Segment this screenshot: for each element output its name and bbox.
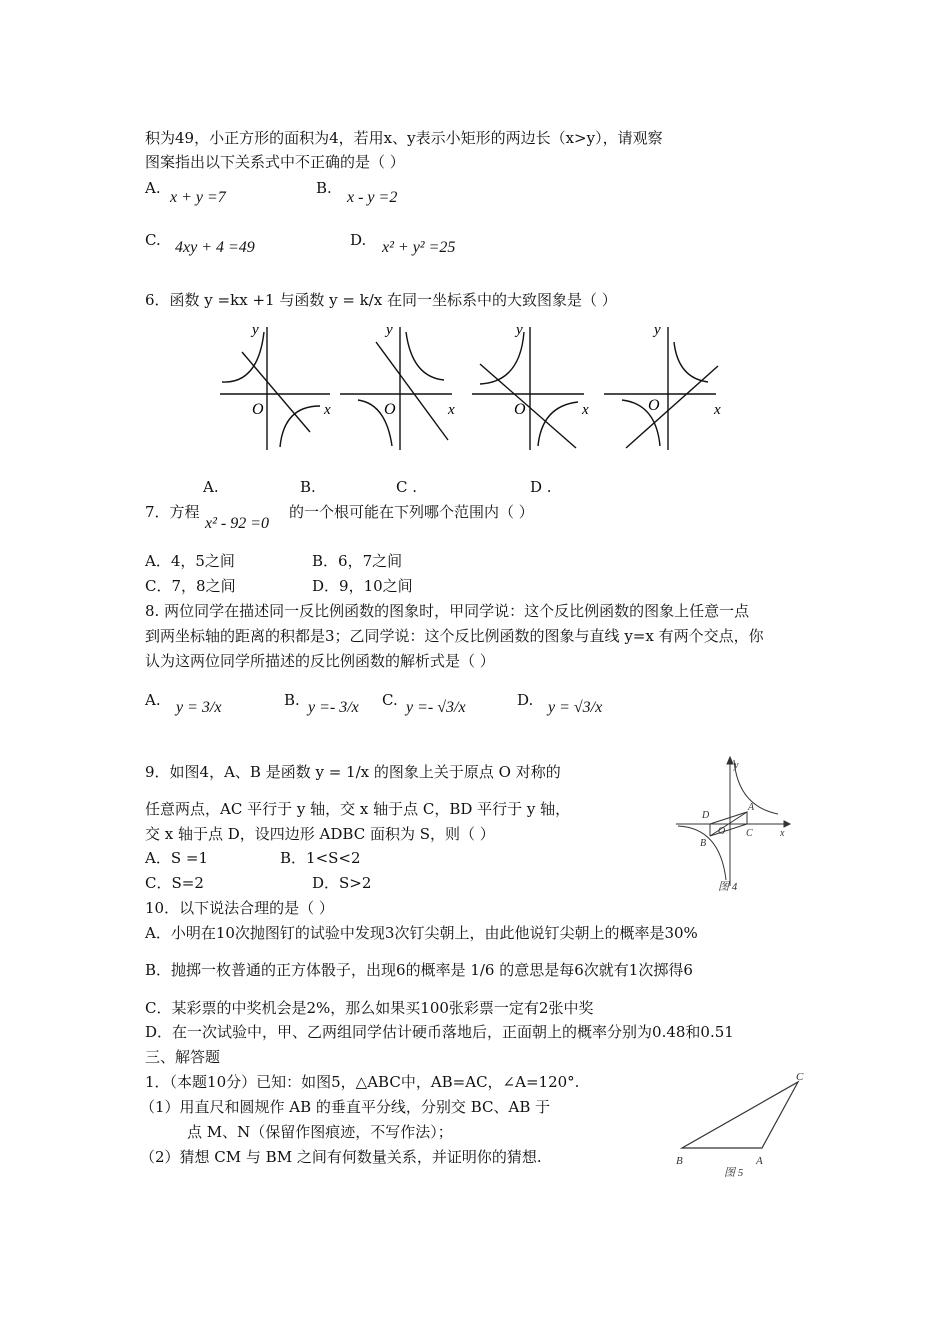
q8-option-b-label: B. xyxy=(284,691,300,709)
q7-option-d: D．9，10之间 xyxy=(312,577,413,595)
q9-option-a: A．S =1 xyxy=(145,849,208,867)
intro-option-c-expr: 4xy + 4 =49 xyxy=(175,239,255,256)
q8-option-c-label: C. xyxy=(382,691,398,709)
s3-q1-part2: （2）猜想 CM 与 BM 之间有何数量关系，并证明你的猜想. xyxy=(140,1148,542,1166)
q6-graph-a xyxy=(220,322,340,452)
q6-graph-b xyxy=(340,322,465,452)
q10-stem: 10．以下说法合理的是（ ） xyxy=(145,899,334,917)
q7-option-a: A．4，5之间 xyxy=(145,552,235,570)
q9-option-d: D．S>2 xyxy=(312,874,372,892)
s3-q1-stem: 1．（本题10分）已知：如图5，△ABC中，AB=AC，∠A=120°. xyxy=(145,1073,580,1091)
q8-line-3: 认为这两位同学所描述的反比例函数的解析式是（ ） xyxy=(145,652,495,670)
q6-graph-d xyxy=(604,322,729,452)
s3-figure-5 xyxy=(674,1068,814,1183)
q9-option-c: C．S=2 xyxy=(145,874,204,892)
q7-stem-a: 7．方程 xyxy=(145,503,200,521)
q6-c-origin: O xyxy=(514,401,526,418)
s3-q1-part1b: 点 M、N（保留作图痕迹，不写作法）； xyxy=(187,1123,453,1141)
q9-line-1: 9．如图4，A、B 是函数 y = 1/x 的图象上关于原点 O 对称的 xyxy=(145,763,561,781)
q6-option-d: D . xyxy=(530,478,552,496)
q9-fig-c-label: C xyxy=(746,828,753,839)
intro-option-d-label: D. xyxy=(350,231,367,249)
q6-d-origin: O xyxy=(648,397,660,414)
q8-option-d-label: D. xyxy=(517,691,534,709)
intro-option-b-label: B. xyxy=(316,179,332,197)
q9-line-2: 任意两点，AC 平行于 y 轴，交 x 轴于点 C，BD 平行于 y 轴， xyxy=(145,800,571,818)
q7-option-c: C．7，8之间 xyxy=(145,577,236,595)
intro-line-2: 图案指出以下关系式中不正确的是（ ） xyxy=(145,153,405,171)
q8-option-d-expr: y = √3/x xyxy=(548,699,603,716)
q9-fig-y-label: y xyxy=(734,760,739,771)
s3-fig-c-label: C xyxy=(796,1071,804,1083)
q6-c-x-label: x xyxy=(582,402,589,418)
q10-option-a: A．小明在10次抛图钉的试验中发现3次钉尖朝上，由此他说钉尖朝上的概率是30% xyxy=(145,924,698,942)
intro-option-d-expr: x² + y² =25 xyxy=(382,239,456,256)
q9-figure-4 xyxy=(672,756,792,896)
q6-b-x-label: x xyxy=(448,402,455,418)
q6-d-y-label: y xyxy=(654,322,661,338)
q9-fig-a-label: A xyxy=(748,802,755,813)
q6-graph-c xyxy=(472,322,597,452)
s3-fig-a-label: A xyxy=(756,1155,763,1167)
q8-option-c-expr: y =- √3/x xyxy=(406,699,466,716)
s3-fig-b-label: B xyxy=(676,1155,683,1167)
q9-fig-x-label: x xyxy=(780,828,785,839)
q8-option-a-label: A. xyxy=(145,691,161,709)
section-3-title: 三、解答题 xyxy=(145,1048,221,1066)
q6-c-y-label: y xyxy=(516,322,523,338)
q9-line-3: 交 x 轴于点 D，设四边形 ADBC 面积为 S，则（ ） xyxy=(145,825,495,843)
q9-option-b: B．1<S<2 xyxy=(280,849,361,867)
q6-stem: 6．函数 y =kx +1 与函数 y = k/x 在同一坐标系中的大致图象是（ ） xyxy=(145,291,617,309)
q8-option-b-expr: y =- 3/x xyxy=(308,699,359,716)
intro-option-b-expr: x - y =2 xyxy=(347,189,398,206)
q9-fig-caption: 图 4 xyxy=(718,881,738,893)
q6-a-y-label: y xyxy=(252,322,259,338)
q6-b-y-label: y xyxy=(386,322,393,338)
s3-q1-part1a: （1）用直尺和圆规作 AB 的垂直平分线，分别交 BC、AB 于 xyxy=(140,1098,551,1116)
s3-fig-caption: 图 5 xyxy=(724,1167,744,1179)
q6-d-x-label: x xyxy=(714,402,721,418)
q6-option-a: A. xyxy=(203,478,219,496)
q8-line-1: 8. 两位同学在描述同一反比例函数的图象时，甲同学说：这个反比例函数的图象上任意一点 xyxy=(145,602,750,620)
q6-a-x-label: x xyxy=(324,402,331,418)
intro-option-c-label: C. xyxy=(145,231,161,249)
q7-stem-b: 的一个根可能在下列哪个范围内（ ） xyxy=(289,503,534,521)
q6-b-origin: O xyxy=(384,401,396,418)
q6-a-origin: O xyxy=(252,401,264,418)
q6-option-b: B. xyxy=(300,478,316,496)
q7-option-b: B．6，7之间 xyxy=(312,552,403,570)
q10-option-d: D．在一次试验中，甲、乙两组同学估计硬币落地后，正面朝上的概率分别为0.48和0.51 xyxy=(145,1023,734,1041)
q10-option-c: C．某彩票的中奖机会是2%，那么如果买100张彩票一定有2张中奖 xyxy=(145,999,594,1017)
intro-line-1: 积为49，小正方形的面积为4，若用x、y表示小矩形的两边长（x>y），请观察 xyxy=(145,129,663,147)
q9-fig-b-label: B xyxy=(700,838,707,849)
q6-option-c: C . xyxy=(396,478,418,496)
intro-option-a-label: A. xyxy=(145,179,161,197)
q7-equation: x² - 92 =0 xyxy=(205,515,270,532)
q9-fig-d-label: D xyxy=(702,810,710,821)
q9-fig-o-label: O xyxy=(718,826,726,837)
intro-option-a-expr: x + y =7 xyxy=(170,189,226,206)
q10-option-b: B．抛掷一枚普通的正方体骰子，出现6的概率是 1/6 的意思是每6次就有1次掷得6 xyxy=(145,961,693,979)
q8-option-a-expr: y = 3/x xyxy=(176,699,222,716)
q8-line-2: 到两坐标轴的距离的积都是3；乙同学说：这个反比例函数的图象与直线 y=x 有两个交点，你 xyxy=(145,627,764,645)
